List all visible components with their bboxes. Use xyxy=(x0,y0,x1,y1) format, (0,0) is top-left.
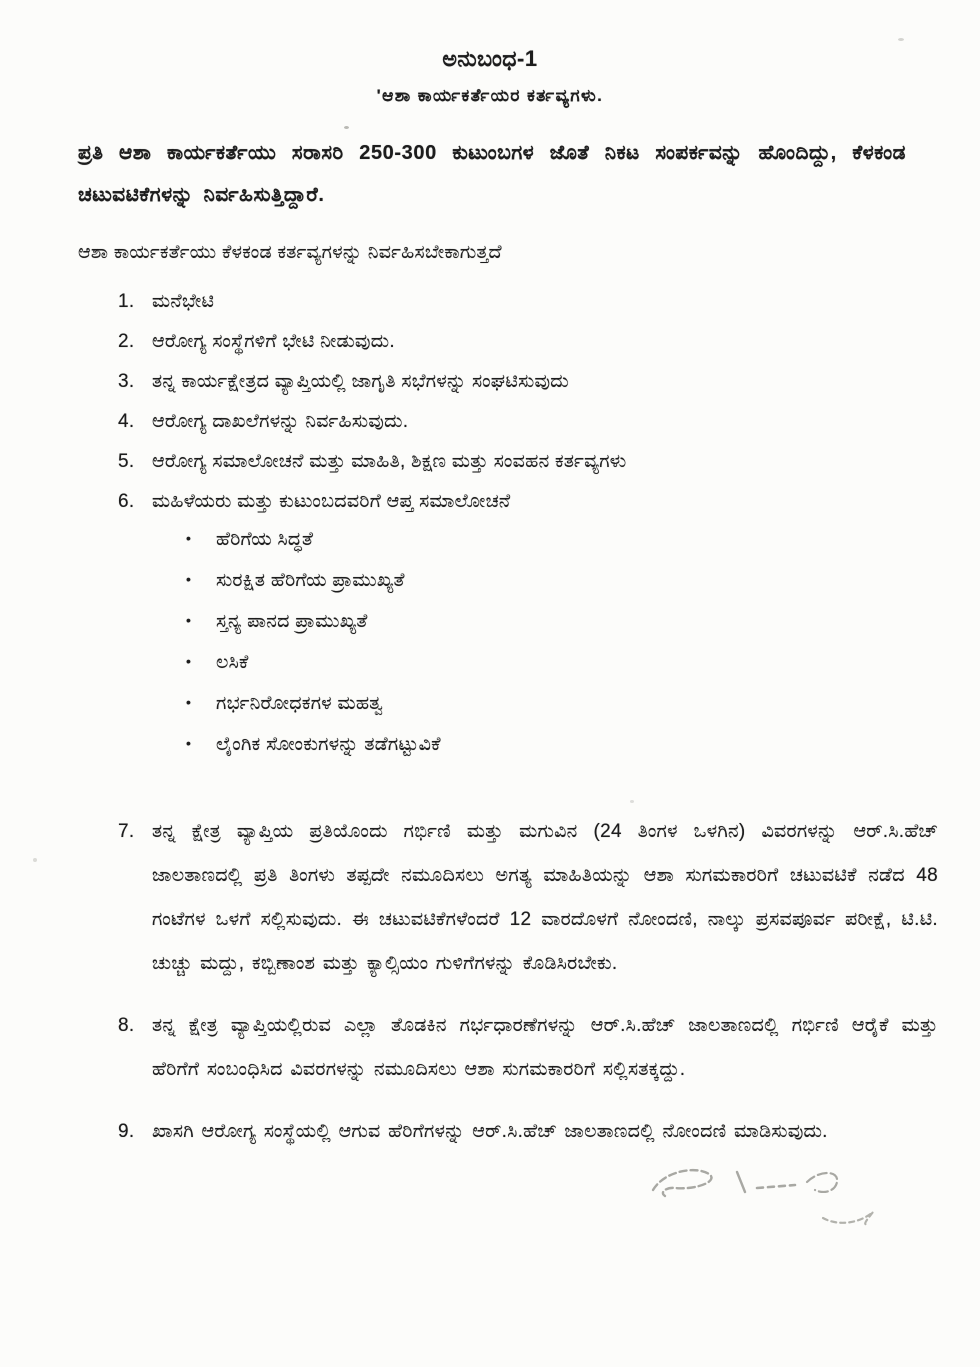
bullet-dot-icon: • xyxy=(186,694,192,710)
list-item xyxy=(118,1004,938,1092)
bullet-item xyxy=(186,528,920,552)
list-item xyxy=(118,810,938,986)
item-text: ಆರೋಗ್ಯ ದಾಖಲೆಗಳನ್ನು ನಿರ್ವಹಿಸುವುದು. xyxy=(152,411,409,432)
bullet-text: ಲೈಂಗಿಕ ಸೋಂಕುಗಳನ್ನು ತಡೆಗಟ್ಟುವಿಕೆ xyxy=(216,734,441,755)
duties-numbered-list xyxy=(0,288,980,1154)
bullet-text: ಗರ್ಭನಿರೋಧಕಗಳ ಮಹತ್ವ xyxy=(216,693,384,714)
list-item xyxy=(118,368,938,395)
item-number: 8. xyxy=(118,1015,135,1036)
item-number: 7. xyxy=(118,821,135,842)
section-gap xyxy=(0,774,980,810)
bullet-dot-icon: • xyxy=(186,653,192,669)
list-item xyxy=(118,448,938,475)
bullet-item xyxy=(186,569,920,593)
bullet-item xyxy=(186,733,920,757)
item-number: 2. xyxy=(118,331,135,352)
bullet-text: ಲಸಿಕೆ xyxy=(216,652,249,673)
bullet-text: ಹೆರಿಗೆಯ ಸಿದ್ಧತೆ xyxy=(216,529,314,550)
item-number: 9. xyxy=(118,1121,135,1142)
document-subtitle: 'ಆಶಾ ಕಾರ್ಯಕರ್ತೆಯರ ಕರ್ತವ್ಯಗಳು. xyxy=(376,86,604,105)
bullet-dot-icon: • xyxy=(186,735,192,751)
list-item xyxy=(118,328,938,355)
item-text: ತನ್ನ ಕ್ಷೇತ್ರ ವ್ಯಾಪ್ತಿಯ ಪ್ರತಿಯೊಂದು ಗರ್ಭಿಣಿ ಮತ್ತು ಮಗುವಿನ (24 ತಿಂಗಳ ಒಳಗಿನ) ವಿವರಗಳನ್ನು ಆರ್.ಸಿ.ಹೆಚ್ ಜಾಲತಾಣದಲ್ಲಿ ಪ್ರತಿ ತಿಂಗಳು ತಪ್ಪದೇ ನಮೂದಿಸಲು ಅಗತ್ಯ ಮಾಹಿತಿಯನ್ನು ಆಶಾ ಸುಗಮಕಾರರಿಗೆ ಚಟುವಟಿಕೆ ನಡೆದ 48 ಗಂಟೆಗಳ ಒಳಗೆ ಸಲ್ಲಿಸುವುದು. ಈ ಚಟುವಟಿಕೆಗಳೆಂದರೆ 12 ವಾರದೊಳಗೆ ನೋಂದಣಿ, ನಾಲ್ಕು ಪ್ರಸವಪೂರ್ವ ಪರೀಕ್ಷೆ, ಟಿ.ಟಿ. ಚುಚ್ಚು ಮದ್ದು, ಕಬ್ಬಿಣಾಂಶ ಮತ್ತು ಕ್ಯಾಲ್ಸಿಯಂ ಗುಳಿಗೆಗಳನ್ನು ಕೊಡಿಸಿರಬೇಕು. xyxy=(152,821,938,974)
item-text: ಖಾಸಗಿ ಆರೋಗ್ಯ ಸಂಸ್ಥೆಯಲ್ಲಿ ಆಗುವ ಹೆರಿಗೆಗಳನ್ನು ಆರ್.ಸಿ.ಹೆಚ್ ಜಾಲತಾಣದಲ್ಲಿ ನೋಂದಣಿ ಮಾಡಿಸುವುದು. xyxy=(152,1121,828,1142)
item-text: ಮಹಿಳೆಯರು ಮತ್ತು ಕುಟುಂಬದವರಿಗೆ ಆಪ್ತ ಸಮಾಲೋಚನೆ xyxy=(152,491,511,512)
bullet-dot-icon: • xyxy=(186,530,192,546)
item-number: 3. xyxy=(118,371,135,392)
scan-speck xyxy=(630,800,634,803)
item-number: 5. xyxy=(118,451,135,472)
item-number: 6. xyxy=(118,491,135,512)
item-number: 1. xyxy=(118,291,135,312)
item-text: ಮನೆಭೇಟಿ xyxy=(152,291,215,312)
signature-scribble xyxy=(645,1152,935,1247)
list-item xyxy=(118,408,938,435)
bullet-dot-icon: • xyxy=(186,612,192,628)
list-item xyxy=(118,288,938,315)
list-item xyxy=(118,488,938,515)
scan-speck xyxy=(898,38,904,41)
bullet-text: ಸ್ತನ್ಯ ಪಾನದ ಪ್ರಾಮುಖ್ಯತೆ xyxy=(216,611,368,632)
bullet-dot-icon: • xyxy=(186,571,192,587)
item-text: ತನ್ನ ಕ್ಷೇತ್ರ ವ್ಯಾಪ್ತಿಯಲ್ಲಿರುವ ಎಲ್ಲಾ ತೊಡಕಿನ ಗರ್ಭಧಾರಣೆಗಳನ್ನು ಆರ್.ಸಿ.ಹೆಚ್ ಜಾಲತಾಣದಲ್ಲಿ ಗರ್ಭಿಣಿ ಆರೈಕೆ ಮತ್ತು ಹೆರಿಗೆಗೆ ಸಂಬಂಧಿಸಿದ ವಿವರಗಳನ್ನು ನಮೂದಿಸಲು ಆಶಾ ಸುಗಮಕಾರರಿಗೆ ಸಲ್ಲಿಸತಕ್ಕದ್ದು. xyxy=(152,1015,938,1080)
bullet-item xyxy=(186,692,920,716)
document-title: ಅನುಬಂಧ-1 xyxy=(442,46,538,71)
item-text: ಆರೋಗ್ಯ ಸಂಸ್ಥೆಗಳಿಗೆ ಭೇಟಿ ನೀಡುವುದು. xyxy=(152,331,395,352)
item-text: ತನ್ನ ಕಾರ್ಯಕ್ಷೇತ್ರದ ವ್ಯಾಪ್ತಿಯಲ್ಲಿ ಜಾಗೃತಿ ಸಭೆಗಳನ್ನು ಸಂಘಟಿಸುವುದು xyxy=(152,371,569,392)
duties-heading: ಆಶಾ ಕಾರ್ಯಕರ್ತೆಯು ಕೆಳಕಂಡ ಕರ್ತವ್ಯಗಳನ್ನು ನಿರ್ವಹಿಸಬೇಕಾಗುತ್ತದೆ xyxy=(78,242,502,263)
bullet-text: ಸುರಕ್ಷಿತ ಹೆರಿಗೆಯ ಪ್ರಾಮುಖ್ಯತೆ xyxy=(216,570,405,591)
list-item xyxy=(118,1110,938,1154)
intro-paragraph: ಪ್ರತಿ ಆಶಾ ಕಾರ್ಯಕರ್ತೆಯು ಸರಾಸರಿ 250-300 ಕುಟುಂಬಗಳ ಜೊತೆ ನಿಕಟ ಸಂಪರ್ಕವನ್ನು ಹೊಂದಿದ್ದು, ಕೆಳಕಂಡ ಚಟುವಟಿಕೆಗಳನ್ನು ನಿರ್ವಹಿಸುತ್ತಿದ್ದಾರೆ. xyxy=(78,142,906,206)
item-text: ಆರೋಗ್ಯ ಸಮಾಲೋಚನೆ ಮತ್ತು ಮಾಹಿತಿ, ಶಿಕ್ಷಣ ಮತ್ತು ಸಂವಹನ ಕರ್ತವ್ಯಗಳು xyxy=(152,451,627,472)
bullet-item xyxy=(186,610,920,634)
item6-sub-bullet-list xyxy=(186,528,920,757)
scan-speck xyxy=(33,858,37,862)
item-number: 4. xyxy=(118,411,135,432)
bullet-item xyxy=(186,651,920,675)
scan-speck xyxy=(344,126,349,129)
